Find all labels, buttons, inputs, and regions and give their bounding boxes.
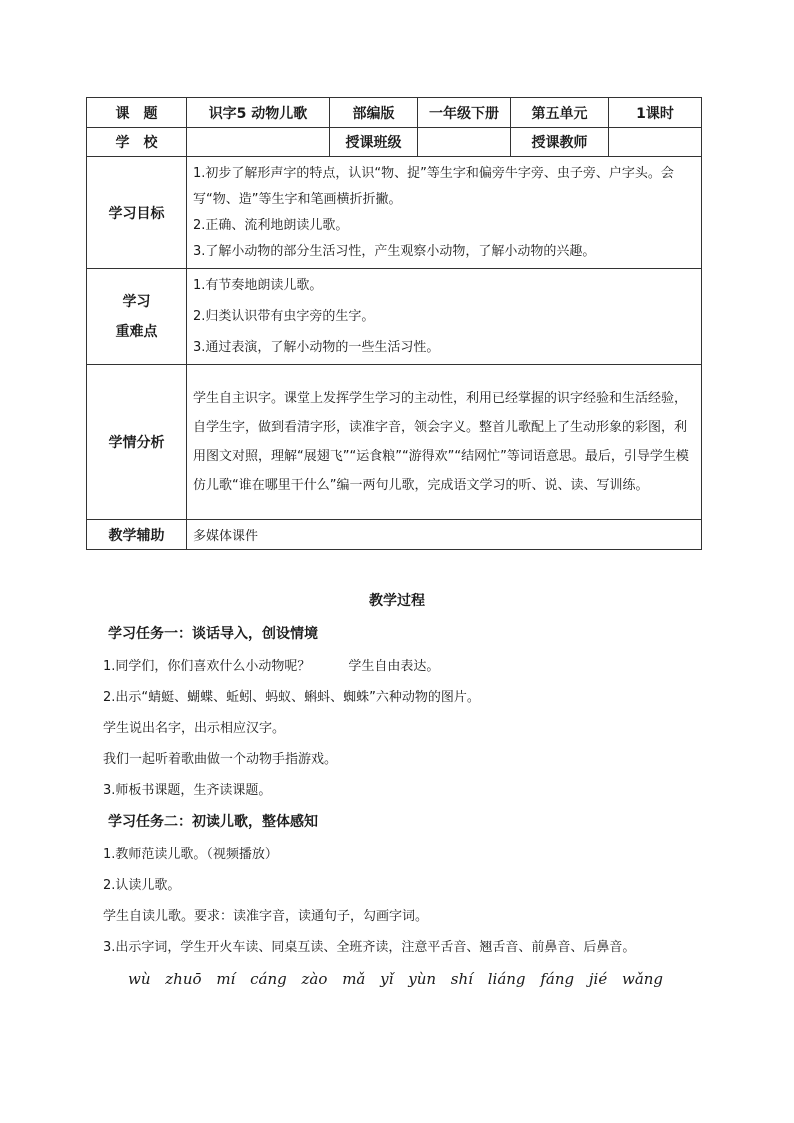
pinyin-word: wǎng: [621, 970, 664, 988]
goals-cell: [187, 157, 702, 269]
analysis-text: 学生自主识字。课堂上发挥学生学习的主动性，利用已经掌握的识字经验和生活经验，自学生字，做到看清字形，读准字音，领会字义。整首儿歌配上了生动形象的彩图，利用图文对照，理解“展翅飞”“运食粮”“游得欢”“结网忙”等词语意思。最后，引导学生模仿儿歌“谁在哪里干什么”编一两句儿歌，完成语文学习的听、说、读、写训练。: [187, 365, 702, 520]
analysis-label: 学情分析: [87, 365, 187, 520]
pinyin-word: shí: [450, 970, 473, 988]
unit: 第五单元: [511, 98, 609, 128]
task1-line5: 3.师板书课题，生齐读课题。: [103, 783, 272, 798]
goals-label: 学习目标: [87, 157, 187, 269]
process-title: 教学过程: [369, 593, 425, 609]
teacher-value: [609, 128, 702, 157]
task2-heading: 学习任务二：初读儿歌，整体感知: [108, 814, 318, 830]
key-label-line1: 学习: [122, 293, 151, 310]
pinyin-row: [128, 970, 673, 988]
lesson-info-table: [86, 97, 702, 550]
title-label: 课 题: [87, 98, 187, 128]
task1-line1-answer: 学生自由表达。: [348, 659, 440, 674]
teacher-label: 授课教师: [511, 128, 609, 157]
pinyin-word: fáng: [540, 970, 575, 988]
school-value: [187, 128, 330, 157]
aids-label: 教学辅助: [87, 520, 187, 550]
class-label: 授课班级: [330, 128, 418, 157]
task1-heading: 学习任务一：谈话导入，创设情境: [108, 626, 318, 642]
pinyin-word: jié: [588, 970, 608, 988]
task1-line1: [103, 655, 439, 674]
pinyin-word: zào: [301, 970, 328, 988]
key-points-label: [87, 269, 187, 365]
key-point-item: 3.通过表演，了解小动物的一些生活习性。: [193, 340, 440, 355]
task1-line1-question: 1.同学们，你们喜欢什么小动物呢？: [103, 659, 311, 674]
pinyin-word: yùn: [408, 970, 437, 988]
class-hours: 1课时: [609, 98, 702, 128]
task2-line3: 学生自读儿歌。要求：读准字音，读通句子，勾画字词。: [103, 909, 429, 924]
edition: 部编版: [330, 98, 418, 128]
task2-line4: 3.出示字词，学生开火车读、同桌互读、全班齐读，注意平舌音、翘舌音、前鼻音、后鼻音。: [103, 940, 636, 955]
goal-item: 1.初步了解形声字的特点，认识“物、捉”等生字和偏旁牛字旁、虫子旁、户字头。会写“物、造”等生字和笔画横折折撇。: [193, 165, 674, 207]
key-label-line2: 重难点: [115, 323, 158, 340]
lesson-name: 识字5 动物儿歌: [187, 98, 330, 128]
pinyin-word: zhuō: [165, 970, 202, 988]
pinyin-word: mí: [216, 970, 236, 988]
task1-line3: 学生说出名字，出示相应汉字。: [103, 721, 286, 736]
pinyin-word: mǎ: [342, 970, 366, 988]
class-value: [418, 128, 511, 157]
task2-line1: 1.教师范读儿歌。（视频播放）: [103, 847, 278, 862]
key-point-item: 2.归类认识带有虫字旁的生字。: [193, 309, 375, 324]
goal-item: 2.正确、流利地朗读儿歌。: [193, 217, 349, 233]
pinyin-word: cáng: [250, 970, 287, 988]
pinyin-word: yǐ: [380, 970, 394, 988]
grade: 一年级下册: [418, 98, 511, 128]
pinyin-word: liáng: [487, 970, 526, 988]
key-points-cell: [187, 269, 702, 365]
goal-item: 3.了解小动物的部分生活习性，产生观察小动物，了解小动物的兴趣。: [193, 243, 596, 259]
task2-line2: 2.认读儿歌。: [103, 878, 181, 893]
task1-line4: 我们一起听着歌曲做一个动物手指游戏。: [103, 752, 338, 767]
pinyin-word: wù: [128, 970, 151, 988]
aids-value: 多媒体课件: [187, 520, 702, 550]
task1-line2: 2.出示“蜻蜓、蝴蝶、蚯蚓、蚂蚁、蝌蚪、蜘蛛”六种动物的图片。: [103, 690, 480, 705]
school-label: 学 校: [87, 128, 187, 157]
key-point-item: 1.有节奏地朗读儿歌。: [193, 278, 323, 293]
